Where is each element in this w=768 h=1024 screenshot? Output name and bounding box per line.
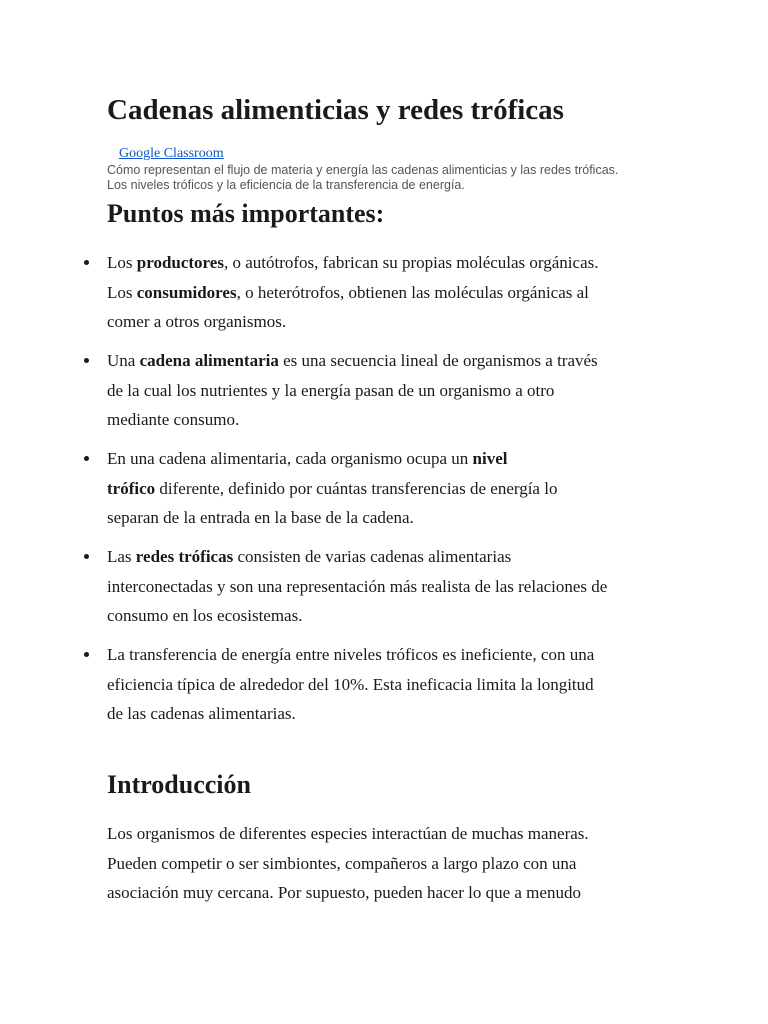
- key-point-energy-transfer: [0, 640, 667, 729]
- summary-line: Los niveles tróficos y la eficiencia de la transferencia de energía.: [107, 178, 465, 192]
- bullet-line: La transferencia de energía entre niveles tróficos es ineficiente, con una: [107, 645, 595, 664]
- bullet-line: separan de la entrada en la base de la cadena.: [107, 508, 414, 527]
- bullet-line: Las redes tróficas consisten de varias cadenas alimentarias: [107, 547, 512, 566]
- bullet-dot-icon: [84, 456, 89, 461]
- summary-line: Cómo representan el flujo de materia y energía las cadenas alimenticias y las redes tróficas.: [107, 163, 619, 177]
- article-summary: [107, 163, 707, 193]
- bullet-line: consumo en los ecosistemas.: [107, 606, 303, 625]
- bullet-line: eficiencia típica de alrededor del 10%. Esta ineficacia limita la longitud: [107, 674, 594, 694]
- term-nivel: nivel: [472, 449, 508, 468]
- key-point-food-chain: [0, 346, 667, 435]
- key-point-producers: [0, 248, 667, 337]
- intro-line: asociación muy cercana. Por supuesto, pueden hacer lo que a menudo: [107, 883, 581, 902]
- bullet-line: trófico diferente, definido por cuántas transferencias de energía lo: [107, 478, 558, 498]
- bullet-line: de las cadenas alimentarias.: [107, 704, 296, 723]
- intro-paragraph: [107, 819, 667, 908]
- term-consumidores: consumidores: [136, 282, 237, 302]
- bullet-line: interconectadas y son una representación más realista de las relaciones de: [107, 576, 608, 596]
- key-points-heading: Puntos más importantes:: [107, 199, 385, 228]
- bullet-dot-icon: [84, 358, 89, 363]
- bullet-line: de la cual los nutrientes y la energía pasan de un organismo a otro: [107, 380, 555, 400]
- bullet-line: comer a otros organismos.: [107, 312, 287, 331]
- intro-line: Los organismos de diferentes especies interactúan de muchas maneras.: [107, 824, 589, 843]
- bullet-line: mediante consumo.: [107, 410, 240, 429]
- key-point-food-webs: [0, 542, 667, 631]
- key-points-list: [0, 248, 768, 738]
- page-title: Cadenas alimenticias y redes tróficas: [107, 94, 564, 126]
- term-cadena-alimentaria: cadena alimentaria: [139, 351, 279, 370]
- term-productores: productores: [136, 253, 224, 272]
- intro-line: Pueden competir o ser simbiontes, compañeros a largo plazo con una: [107, 853, 577, 873]
- bullet-line: Una cadena alimentaria es una secuencia lineal de organismos a través: [107, 351, 598, 370]
- bullet-line: Los consumidores, o heterótrofos, obtienen las moléculas orgánicas al: [107, 282, 589, 302]
- key-point-trophic-level: [0, 444, 667, 533]
- term-redes-troficas: redes tróficas: [135, 547, 234, 566]
- bullet-line: Los productores, o autótrofos, fabrican su propias moléculas orgánicas.: [107, 253, 599, 272]
- bullet-dot-icon: [84, 652, 89, 657]
- bullet-dot-icon: [84, 554, 89, 559]
- intro-heading: Introducción: [107, 770, 251, 799]
- google-classroom-link[interactable]: Google Classroom: [119, 146, 224, 161]
- bullet-line: En una cadena alimentaria, cada organismo ocupa un nivel: [107, 449, 508, 468]
- bullet-dot-icon: [84, 260, 89, 265]
- term-trofico: trófico: [107, 478, 156, 498]
